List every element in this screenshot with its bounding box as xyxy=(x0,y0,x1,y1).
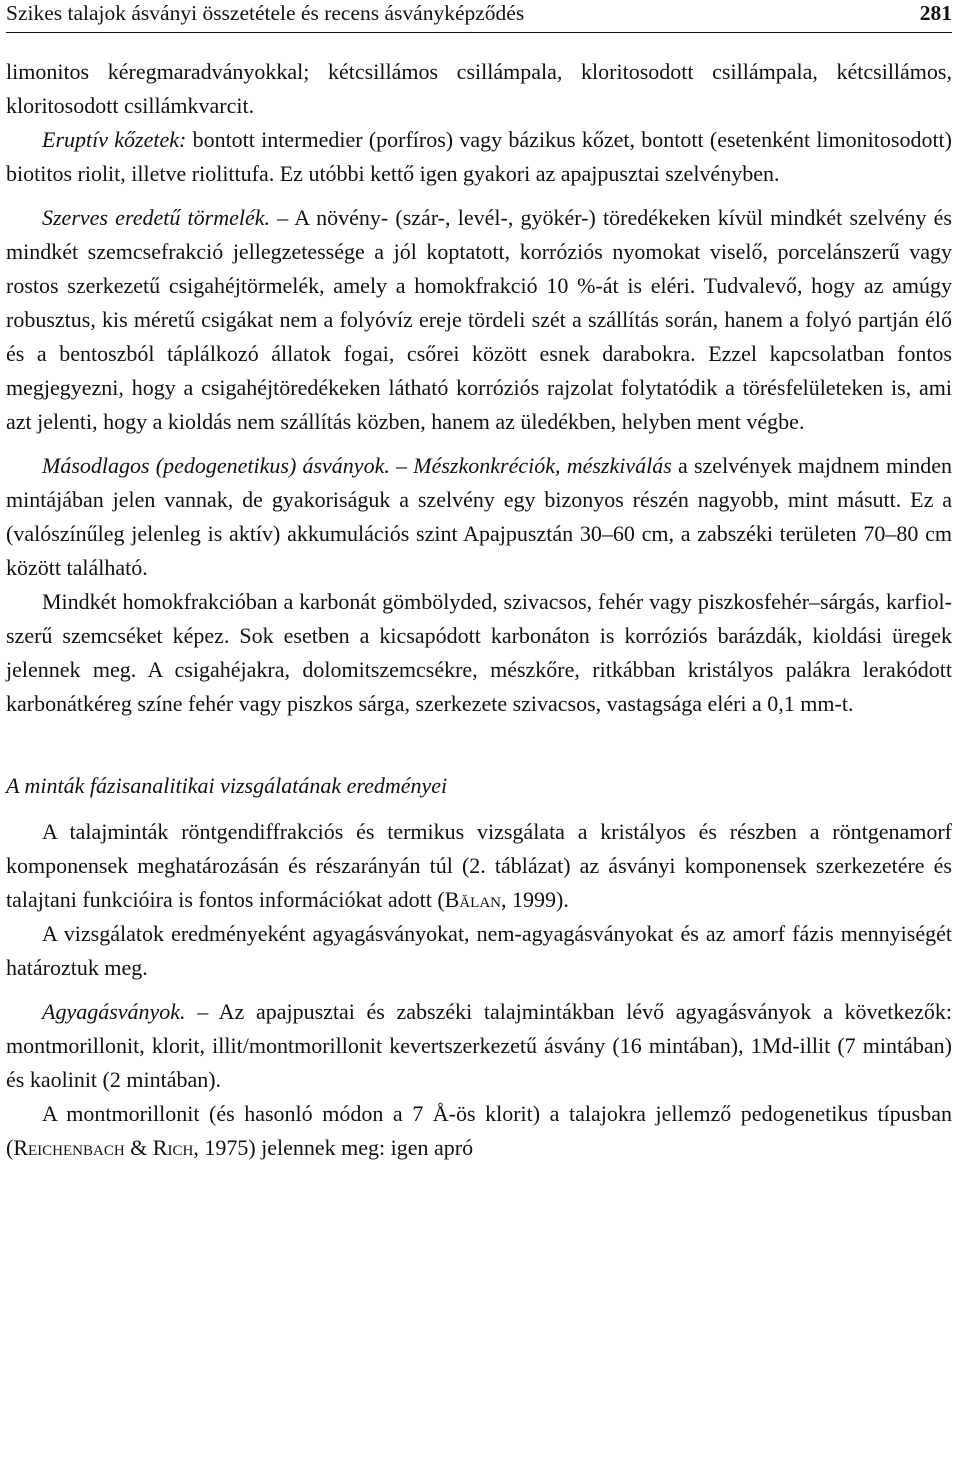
citation-author: Bălan xyxy=(444,887,501,912)
header-title: Szikes talajok ásványi összetétele és recens ásványképződés xyxy=(6,1,525,25)
ampersand: & xyxy=(124,1135,153,1160)
paragraph-carbonate: Mindkét homokfrakcióban a karbonát gömbölyded, szivacsos, fehér vagy piszkosfehér–sárgás, karfiol-szerű szemcséket képez. Sok esetben a kicsapódott karbonáton is korróziós barázdák, kioldási üregek jelennek meg. A csigahéjakra, dolomitszemcsékre, mészkőre, ritkábban kristályos palákra lerakódott karbonátkéreg színe fehér vagy piszkos sárga, szerkezete szivacsos, vastagsága eléri a 0,1 mm-t. xyxy=(6,589,952,716)
paragraph-organic-debris xyxy=(6,201,952,439)
paragraph-text: bontott intermedier (porfíros) vagy bázikus kőzet, bontott (esetenként limonitosodott) biotitos riolit, illetve riolittufa. Ez utóbbi kettő igen gyakori az apajpusztai szelvényben. xyxy=(6,127,952,186)
paragraph-montmorillonite xyxy=(6,1097,952,1165)
paragraph-text: A talajminták röntgendiffrakciós és termikus vizsgálata a kristályos és részben a röntgenamorf komponensek meghatározásán és részarányán túl (2. táblázat) az ásványi komponensek szerkezetére és talajtani funkcióira is fontos információkat adott ( xyxy=(6,819,952,912)
citation-author-2: Rich xyxy=(152,1135,194,1160)
term-organic-debris: Szerves eredetű törmelék. xyxy=(42,205,271,230)
citation-author-1: Reichenbach xyxy=(13,1135,125,1160)
paragraph-clay-minerals xyxy=(6,995,952,1097)
paragraph-text: – A növény- (szár-, levél-, gyökér-) töredékeken kívül mindkét szelvény és mindkét szemcsefrakció jellegzetessége a jól koptatott, korróziós nyomokat viselő, porcelánszerű vagy rostos szerkezetű csigahéjtörmelék, amely a homokfrakció 10 %-át is eléri. Tudvalevő, hogy az amúgy robusztus, kis méretű csigákat nem a folyóvíz ereje tördeli szét a szállítás során, hanem a folyó partján élő és a bentoszból táplálkozó állatok fogai, csőrei között esnek darabokra. Ezzel kapcsolatban fontos megjegyezni, hogy a csigahéjtöredékeken látható korróziós rajzolat folytatódik a törésfelületeken is, ami azt jelenti, hogy a kioldás nem szállítás közben, hanem az üledékben, helyben ment végbe. xyxy=(6,205,952,434)
paragraph-secondary-minerals xyxy=(6,449,952,585)
paragraph-text: A montmorillonit (és hasonló módon a 7 Å-ös klorit) a talajokra jellemző pedogenetikus típusban ( xyxy=(6,1101,952,1160)
paragraph-text: a szelvények majdnem minden mintájában jelen vannak, de gyakoriságuk a szelvény egy bizonyos részén nagyobb, mint másutt. Ez a (valószínűleg jelenleg is aktív) akkumulációs szint Apajpusztán 30–60 cm, a zabszéki területen 70–80 cm között található. xyxy=(6,453,952,580)
citation-tail: , 1999). xyxy=(501,887,569,912)
term-eruptive-rocks: Eruptív kőzetek: xyxy=(42,127,187,152)
running-header xyxy=(6,0,952,33)
dash: – xyxy=(389,453,414,478)
paragraph-text: – Az apajpusztai és zabszéki talajmintákban lévő agyagásványok a következők: montmorillonit, klorit, illit/montmorillonit kevertszerkezetű ásvány (16 mintában), 1Md-illit (7 mintában) és kaolinit (2 mintában). xyxy=(6,999,952,1092)
paragraph-results: A vizsgálatok eredményeként agyagásványokat, nem-agyagásványokat és az amorf fázis mennyiségét határoztuk meg. xyxy=(6,921,952,980)
paragraph-eruptive-rocks xyxy=(6,123,952,191)
paragraph-rock-fragments-end: limonitos kéregmaradványokkal; kétcsillámos csillámpala, kloritosodott csillámpala, kétcsillámos, kloritosodott csillámkvarcit. xyxy=(6,59,952,118)
term-clay-minerals: Agyagásványok. xyxy=(42,999,186,1024)
citation-tail: , 1975) jelennek meg: igen apró xyxy=(193,1135,474,1160)
paragraph-xrd-intro xyxy=(6,815,952,917)
term-secondary-minerals: Másodlagos (pedogenetikus) ásványok. xyxy=(42,453,390,478)
document-page xyxy=(6,0,952,1165)
term-lime-concretions: Mészkonkréciók, mészkiválás xyxy=(413,453,672,478)
section-heading: A minták fázisanalitikai vizsgálatának eredményei xyxy=(6,773,448,798)
page-number: 281 xyxy=(919,1,952,25)
